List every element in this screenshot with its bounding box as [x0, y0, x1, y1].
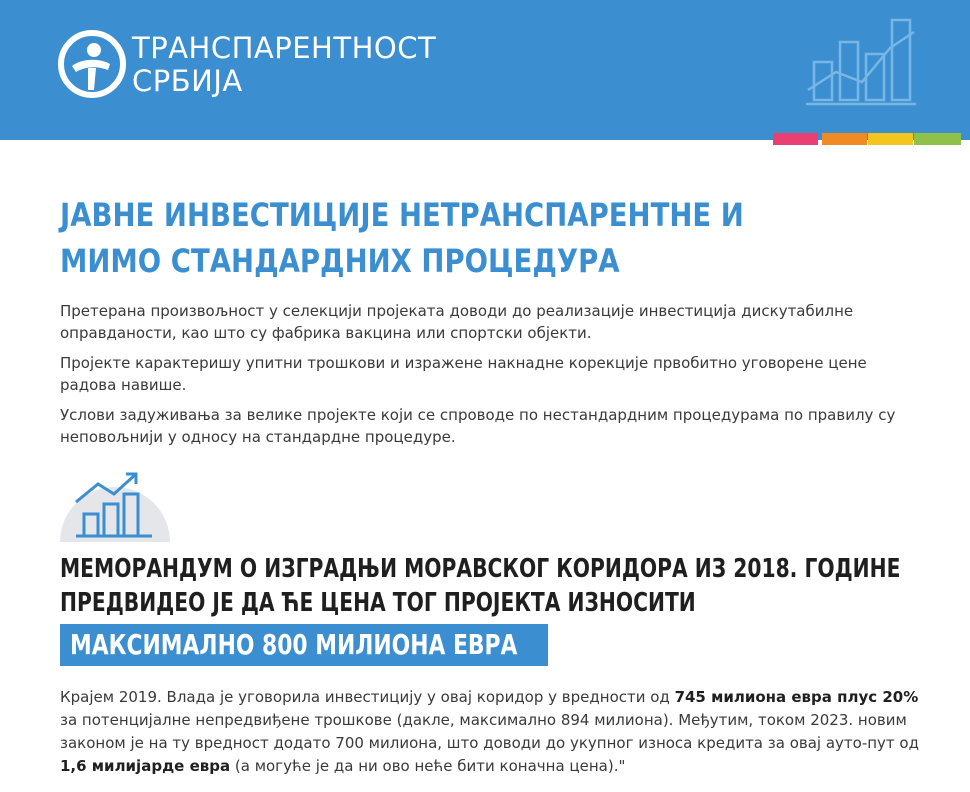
- body-text-3: (а могуће је да ни ово неће бити коначна цена).": [230, 757, 626, 775]
- growth-chart-icon: [60, 466, 170, 542]
- body-text-1: Крајем 2019. Влада је уговорила инвестицију у овај коридор у вредности од: [60, 688, 675, 706]
- logo-line-1: ТРАНСПАРЕНТНОСТ: [132, 31, 437, 65]
- header-banner: [0, 0, 970, 140]
- body-bold-2: 1,6 милијарде евра: [60, 757, 231, 775]
- highlight-text: МАКСИМАЛНО 800 МИЛИОНА ЕВРА: [70, 628, 518, 661]
- transparency-logo-icon: [58, 30, 126, 98]
- color-strip-pink: [773, 133, 818, 145]
- body-paragraph: [60, 686, 930, 778]
- paragraph-1: Претерана произвољност у селекцији пројеката доводи до реализације инвестиција дискутабилне оправданости, као што су фабрика вакцина или спортски објекти.: [60, 302, 854, 342]
- color-strip-green: [914, 133, 961, 145]
- subhead-line-2: ПРЕДВИДЕО ЈЕ ДА ЋЕ ЦЕНА ТОГ ПРОЈЕКТА ИЗНОСИТИ: [60, 588, 696, 618]
- title-line-1: ЈАВНЕ ИНВЕСТИЦИЈЕ НЕТРАНСПАРЕНТНЕ И: [60, 196, 744, 234]
- color-strip-orange: [822, 133, 867, 145]
- body-bold-1: 745 милиона евра плус 20%: [674, 688, 919, 706]
- color-strip-yellow: [868, 133, 913, 145]
- chart-decoration-icon: [806, 12, 916, 108]
- title-line-2: МИМО СТАНДАРДНИХ ПРОЦЕДУРА: [60, 242, 620, 280]
- subhead-line-1: МЕМОРАНДУМ О ИЗГРАДЊИ МОРАВСКОГ КОРИДОРА ИЗ 2018. ГОДИНЕ: [60, 554, 901, 584]
- paragraph-3: Услови задуживања за велике пројекте који се спроводе по нестандардним процедурама по правилу су неповољнији у односу на стандардне процедуре.: [60, 406, 896, 446]
- body-text-2: за потенцијалне непредвиђене трошкове (дакле, максимално 894 милиона). Међутим, током 2023. новим законом је на ту вредност додато 700 милиона, што доводи до укупног износа кредита за овај ауто-пут од: [60, 711, 919, 752]
- highlight-banner: [60, 624, 548, 666]
- paragraph-2: Пројекте карактеришу упитни трошкови и изражене накнадне корекције првобитно уговорене цене радова навише.: [60, 354, 867, 394]
- page-title: [60, 192, 748, 284]
- section-heading: [60, 552, 901, 620]
- organization-name: [132, 32, 436, 98]
- logo-line-2: СРБИЈА: [132, 64, 243, 98]
